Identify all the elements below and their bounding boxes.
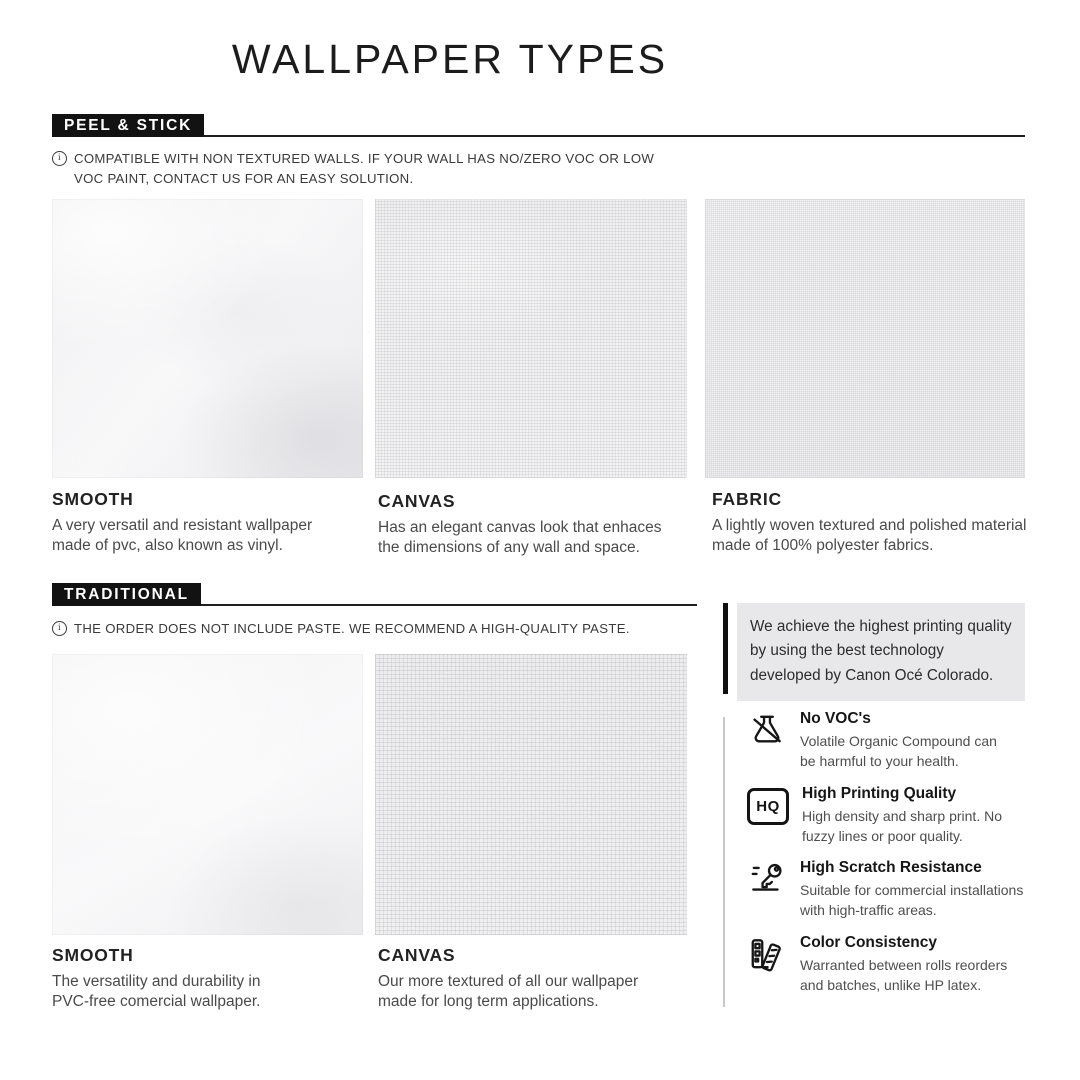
hq-badge-text: HQ	[747, 788, 789, 825]
swatch-peel-smooth	[52, 199, 363, 478]
caption-title: FABRIC	[712, 489, 782, 509]
hq-badge-icon	[747, 785, 789, 826]
no-voc-flask-icon	[747, 710, 787, 751]
page-title: WALLPAPER TYPES	[231, 36, 669, 82]
features-rail	[723, 717, 725, 1007]
note-peel-stick-text: COMPATIBLE WITH NON TEXTURED WALLS. IF YOUR WALL HAS NO/ZERO VOC OR LOW VOC PAINT, CONTACT US FOR AN EASY SOLUTION.	[74, 151, 655, 186]
feature-title: High Printing Quality	[802, 784, 957, 802]
caption-traditional-canvas	[378, 945, 680, 1012]
features-list	[747, 710, 1029, 995]
caption-description: Our more textured of all our wallpaper made for long term applications.	[378, 973, 639, 1011]
note-traditional-text: THE ORDER DOES NOT INCLUDE PASTE. WE RECOMMEND A HIGH-QUALITY PASTE.	[74, 621, 630, 636]
key-scratch-icon	[747, 859, 787, 900]
feature-description: Suitable for commercial installations with high-traffic areas.	[800, 882, 1024, 919]
swatch-peel-canvas	[375, 199, 687, 478]
feature-text	[800, 710, 1014, 772]
feature-description: High density and sharp print. No fuzzy lines or poor quality.	[802, 807, 1002, 844]
info-circle-icon: i	[52, 151, 67, 166]
feature-no-vocs	[747, 710, 1029, 772]
feature-high-scratch-resistance	[747, 859, 1029, 921]
info-circle-icon: i	[52, 621, 67, 636]
feature-description: Volatile Organic Compound can be harmful to your health.	[800, 733, 997, 770]
feature-title: Color Consistency	[800, 933, 937, 951]
caption-title: SMOOTH	[52, 945, 134, 965]
feature-title: High Scratch Resistance	[800, 859, 982, 877]
swatch-traditional-canvas	[375, 654, 687, 935]
section-label-peel-stick: PEEL & STICK	[64, 116, 193, 134]
feature-color-consistency	[747, 934, 1029, 996]
caption-description: A lightly woven textured and polished material made of 100% polyester fabrics.	[712, 517, 1027, 555]
feature-description: Warranted between rolls reorders and batches, unlike HP latex.	[800, 956, 1008, 994]
note-traditional	[52, 619, 732, 639]
caption-peel-fabric	[712, 489, 1028, 556]
feature-title: No VOC's	[800, 710, 871, 727]
note-peel-stick	[52, 149, 664, 189]
caption-description: A very versatil and resistant wallpaper made of pvc, also known as vinyl.	[52, 517, 313, 555]
caption-title: SMOOTH	[52, 489, 134, 509]
swatch-peel-fabric	[705, 199, 1025, 478]
color-swatchbook-icon	[747, 934, 787, 975]
feature-text	[800, 859, 1029, 921]
section-header-traditional	[52, 583, 201, 606]
section-label-traditional: TRADITIONAL	[64, 585, 189, 603]
feature-high-printing-quality	[747, 785, 1029, 847]
caption-title: CANVAS	[378, 491, 456, 511]
caption-description: Has an elegant canvas look that enhaces the dimensions of any wall and space.	[378, 519, 662, 557]
quote-text: We achieve the highest printing quality by using the best technology developed by Canon Océ Colorado.	[750, 618, 1012, 684]
section-header-peel-stick	[52, 114, 204, 137]
feature-text	[800, 934, 1029, 996]
caption-description: The versatility and durability in PVC-free comercial wallpaper.	[52, 973, 261, 1011]
swatch-traditional-smooth	[52, 654, 363, 935]
caption-title: CANVAS	[378, 945, 456, 965]
caption-peel-canvas	[378, 491, 686, 558]
quote-box	[737, 603, 1025, 701]
caption-peel-smooth	[52, 489, 354, 556]
caption-traditional-smooth	[52, 945, 362, 1012]
quote-accent-bar	[723, 603, 728, 694]
feature-text	[802, 785, 1016, 847]
